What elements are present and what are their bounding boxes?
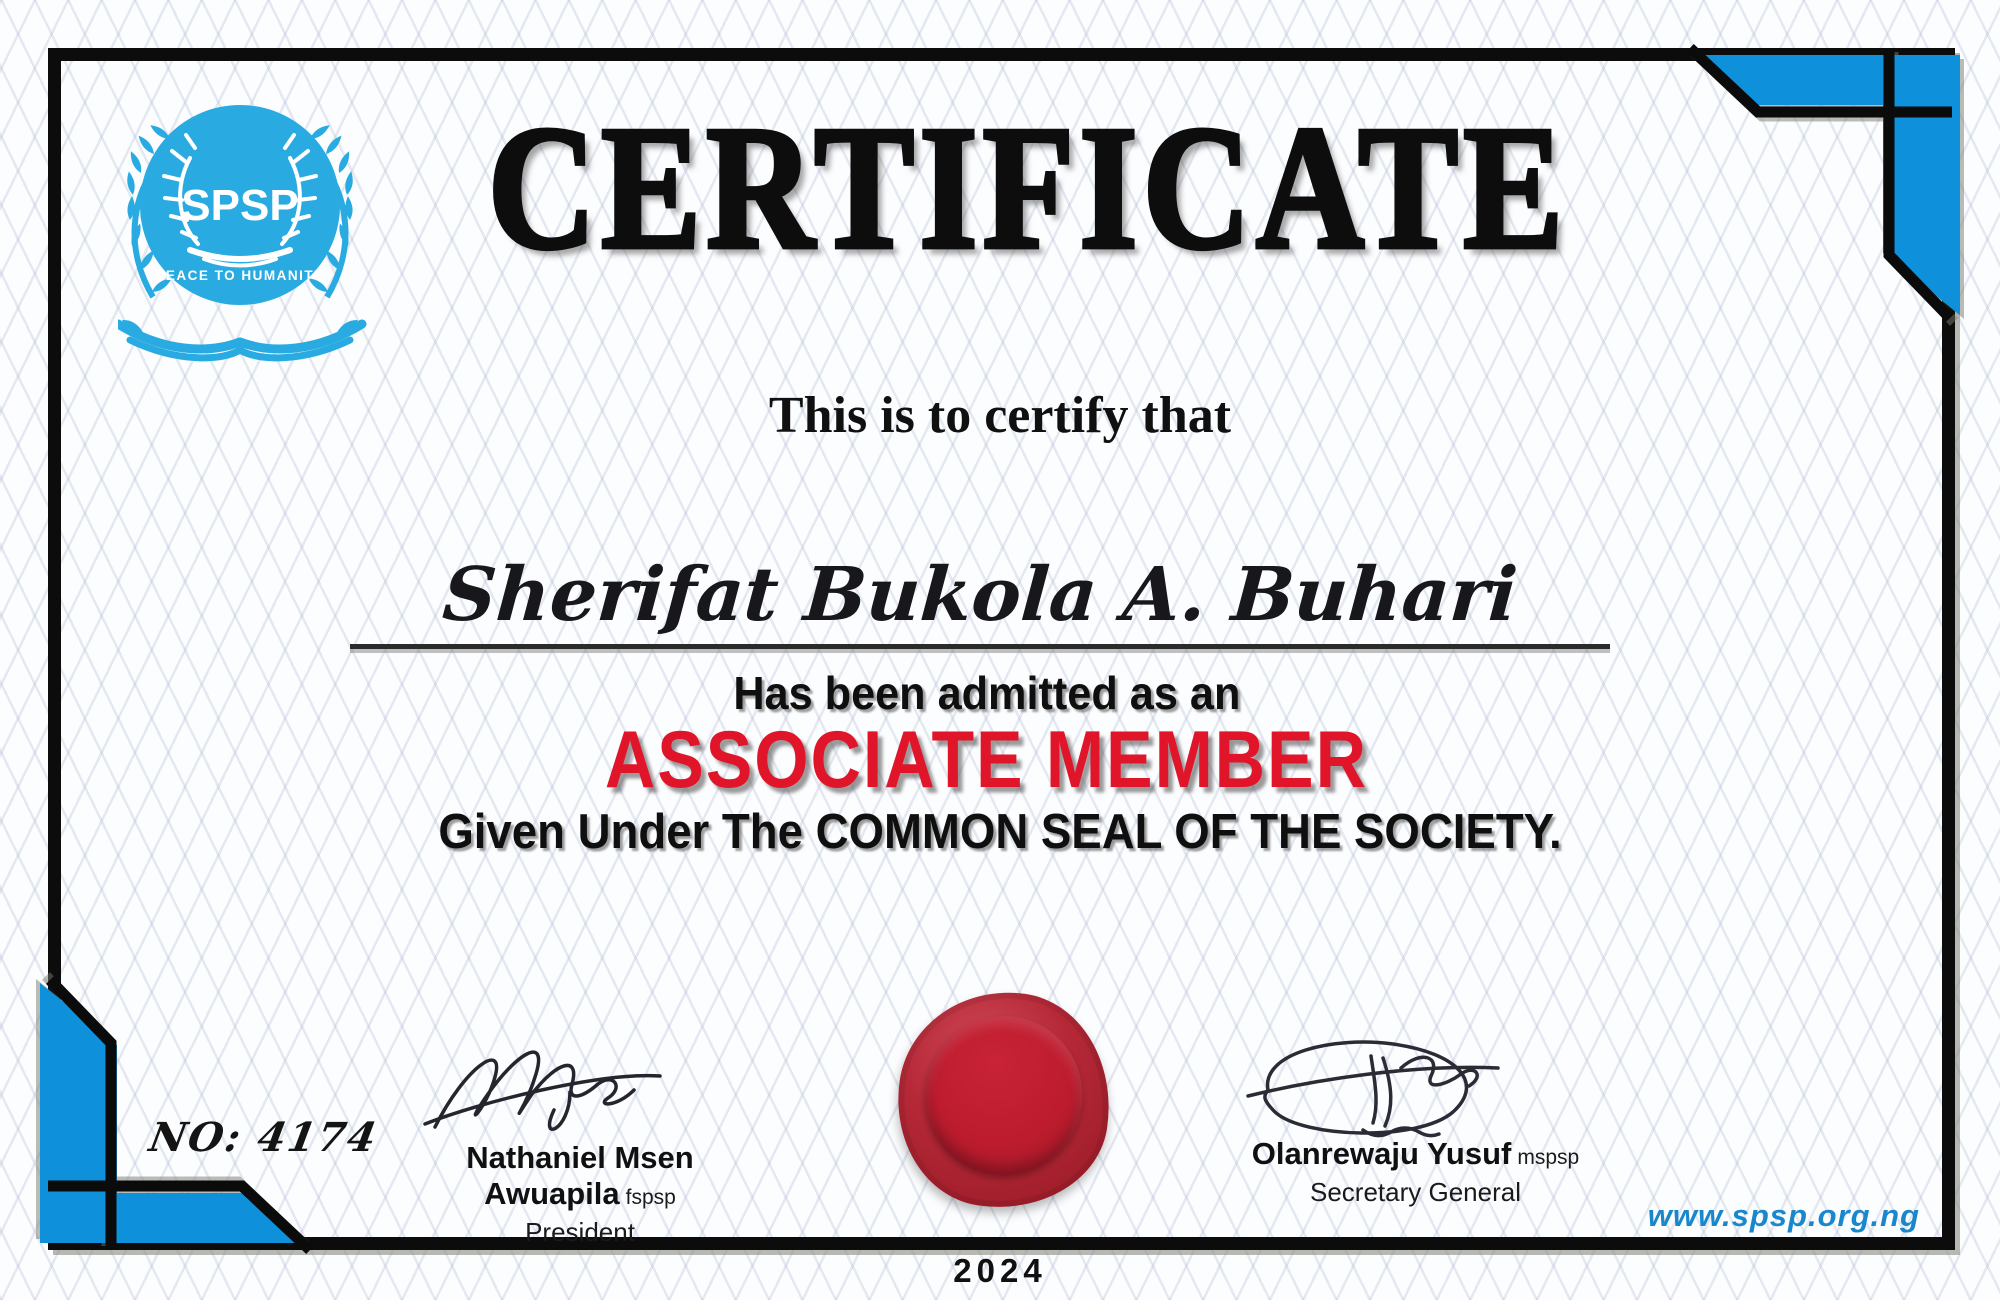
certificate-number: NO: 4174: [145, 1114, 382, 1161]
president-signature-icon: [420, 1032, 690, 1147]
president-role: President: [525, 1217, 635, 1247]
president-name: Nathaniel Msen Awuapila: [466, 1140, 694, 1211]
certificate-title: CERTIFICATE: [487, 90, 1569, 286]
wax-seal-icon: [898, 992, 1110, 1208]
wax-seal-inner: [914, 1006, 1093, 1186]
year-label: 2024: [953, 1252, 1047, 1289]
admission-line: Has been admitted as an: [733, 667, 1241, 719]
name-underline: [350, 644, 1610, 649]
membership-type: ASSOCIATE MEMBER: [604, 715, 1368, 805]
corner-decoration-bottom-left-icon: [20, 938, 352, 1270]
wax-seal-outer: [884, 978, 1124, 1221]
secretary-suffix: mspsp: [1517, 1146, 1580, 1169]
president-signer-block: [385, 1140, 775, 1248]
secretary-role: Secretary General: [1310, 1177, 1521, 1207]
common-seal-line: Given Under The COMMON SEAL OF THE SOCIETY.: [438, 805, 1562, 859]
secretary-name: Olanrewaju Yusuf: [1251, 1136, 1512, 1171]
logo-motto: PEACE TO HUMANITY: [155, 268, 325, 283]
president-suffix: fspsp: [625, 1186, 676, 1209]
recipient-name: Sherifat Bukola A. Buhari: [439, 552, 1521, 638]
intro-line: This is to certify that: [768, 387, 1232, 444]
logo-acronym: SPSP: [181, 181, 299, 230]
website-url: www.spsp.org.ng: [1647, 1198, 1920, 1233]
